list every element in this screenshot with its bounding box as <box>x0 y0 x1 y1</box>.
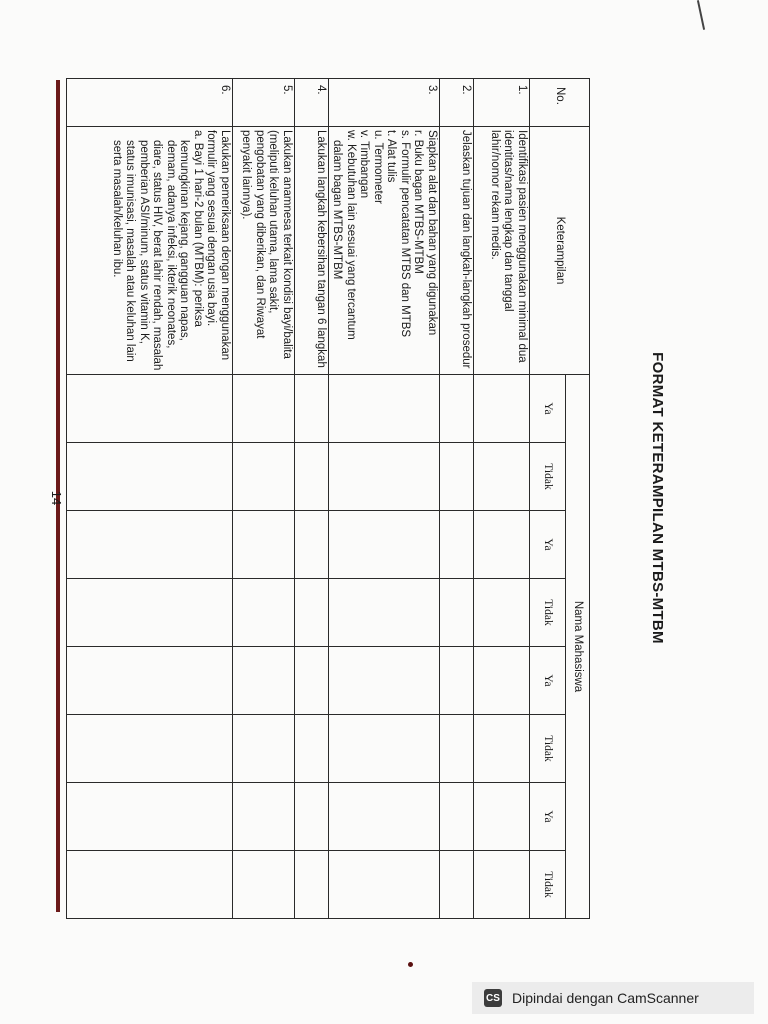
check-cell[interactable] <box>474 715 530 783</box>
check-cell[interactable] <box>440 783 474 851</box>
list-item: v. Timbangan <box>358 130 371 199</box>
camscanner-label: Dipindai dengan CamScanner <box>512 990 699 1006</box>
list-item: u. Termometer <box>372 130 384 204</box>
table-row <box>474 79 530 919</box>
header-yes: Ya <box>530 783 566 851</box>
table-row <box>295 79 329 919</box>
check-cell[interactable] <box>440 715 474 783</box>
skills-checklist-table <box>66 78 590 919</box>
check-cell[interactable] <box>233 851 295 919</box>
row-number: 2. <box>440 79 474 127</box>
check-cell[interactable] <box>329 443 440 511</box>
header-tidak: Tidak <box>530 443 566 511</box>
row-number: 4. <box>295 79 329 127</box>
check-cell[interactable] <box>440 375 474 443</box>
header-yes: Ya <box>530 511 566 579</box>
check-cell[interactable] <box>233 443 295 511</box>
header-tidak: Tidak <box>530 579 566 647</box>
check-cell[interactable] <box>440 579 474 647</box>
header-yes: Ya <box>530 375 566 443</box>
skill-text: Lakukan anamnesa terkait kondisi bayi/balita (meliputi keluhan utama, lama sakit, pengobatan yang diberikan, dan Riwayat penyakit lainnya). <box>233 127 295 375</box>
camscanner-logo-icon: CS <box>484 989 502 1007</box>
check-cell[interactable] <box>67 443 233 511</box>
check-cell[interactable] <box>474 375 530 443</box>
check-cell[interactable] <box>67 783 233 851</box>
check-cell[interactable] <box>474 511 530 579</box>
check-cell[interactable] <box>474 443 530 511</box>
check-cell[interactable] <box>474 579 530 647</box>
header-no: No. <box>530 79 590 127</box>
equipment-list <box>330 130 425 371</box>
row-number: 6. <box>67 79 233 127</box>
check-cell[interactable] <box>440 511 474 579</box>
check-cell[interactable] <box>329 783 440 851</box>
table-row <box>67 79 233 919</box>
row-number: 3. <box>329 79 440 127</box>
check-cell[interactable] <box>233 375 295 443</box>
skill-text: Jelaskan tujuan dan langkah-langkah prosedur <box>440 127 474 375</box>
check-cell[interactable] <box>233 579 295 647</box>
corner-pen-mark <box>697 0 705 30</box>
check-cell[interactable] <box>440 647 474 715</box>
header-tidak: Tidak <box>530 715 566 783</box>
page-number: 14 <box>49 490 64 506</box>
header-student-name: Nama Mahasiswa <box>566 375 590 919</box>
document-title: FORMAT KETERAMPILAN MTBS-MTBM <box>649 352 666 644</box>
list-item: t. Alat tulis <box>385 130 398 183</box>
check-cell[interactable] <box>295 375 329 443</box>
check-cell[interactable] <box>329 511 440 579</box>
check-cell[interactable] <box>233 715 295 783</box>
check-cell[interactable] <box>474 783 530 851</box>
table-row <box>233 79 295 919</box>
check-cell[interactable] <box>295 783 329 851</box>
check-cell[interactable] <box>67 375 233 443</box>
header-yes: Ya <box>530 647 566 715</box>
list-item: r. Buku bagan MTBS-MTBM <box>412 130 425 274</box>
header-skill: Keterampilan <box>530 127 590 375</box>
check-cell[interactable] <box>67 579 233 647</box>
skill-text-cell <box>329 127 440 375</box>
check-cell[interactable] <box>329 375 440 443</box>
row-number: 1. <box>474 79 530 127</box>
check-cell[interactable] <box>67 647 233 715</box>
check-cell[interactable] <box>295 579 329 647</box>
check-cell[interactable] <box>233 511 295 579</box>
skill-text-cell <box>67 127 233 375</box>
check-cell[interactable] <box>295 851 329 919</box>
check-cell[interactable] <box>329 647 440 715</box>
list-item: w. Kebutuhan lain sesuai yang tercantum dalam bagan MTBS-MTBM <box>331 130 357 340</box>
check-cell[interactable] <box>474 647 530 715</box>
check-cell[interactable] <box>233 647 295 715</box>
check-cell[interactable] <box>440 851 474 919</box>
exam-list <box>110 130 205 371</box>
check-cell[interactable] <box>233 783 295 851</box>
check-cell[interactable] <box>329 715 440 783</box>
check-cell[interactable] <box>67 851 233 919</box>
check-cell[interactable] <box>329 579 440 647</box>
check-cell[interactable] <box>67 511 233 579</box>
check-cell[interactable] <box>329 851 440 919</box>
list-item: a. Bayi 1 hari-2 bulan (MTBM): periksa kemungkinan kejang, gangguan napas, demam, adanya infeksi, ikterik neonates, diare, status HIV, berat lahir rendah, masalah pemberian ASI/minum, status vitamin K, status imunisasi, masalah atau keluhan lain serta masalah/keluhan ibu. <box>111 130 204 371</box>
skill-text: Identifikasi pasien menggunakan minimal dua identitas/nama lengkap dan tanggal lahir/nomor rekam medis. <box>474 127 530 375</box>
camscanner-badge <box>472 982 754 1014</box>
check-cell[interactable] <box>295 511 329 579</box>
row-number: 5. <box>233 79 295 127</box>
table-row <box>329 79 440 919</box>
list-item: s. Formulir pencatatan MTBS dan MTBS <box>399 130 411 338</box>
ink-dot <box>408 962 413 967</box>
check-cell[interactable] <box>295 715 329 783</box>
skill-text: Lakukan langkah kebersihan tangan 6 langkah <box>295 127 329 375</box>
check-cell[interactable] <box>474 851 530 919</box>
table-row <box>440 79 474 919</box>
rotated-document <box>49 78 666 918</box>
check-cell[interactable] <box>295 443 329 511</box>
header-row <box>566 79 590 919</box>
skill-text: Lakukan pemeriksaan dengan menggunakan formulir yang sesuai dengan usia bayi. <box>205 130 231 361</box>
check-cell[interactable] <box>67 715 233 783</box>
check-cell[interactable] <box>440 443 474 511</box>
skill-text: Siapkan alat dan bahan yang digunakan <box>426 130 438 336</box>
check-cell[interactable] <box>295 647 329 715</box>
header-tidak: Tidak <box>530 851 566 919</box>
